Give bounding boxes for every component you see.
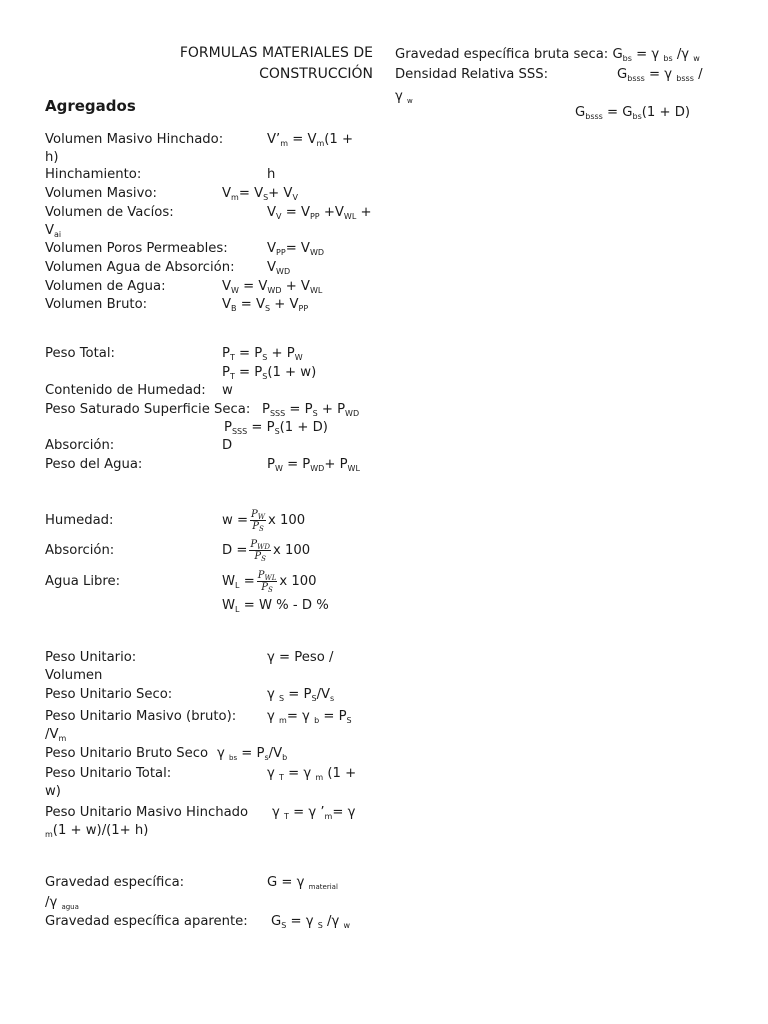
label-volumen-agua: Volumen de Agua: — [45, 279, 166, 294]
formula-agua-libre-2: $W_L = W$ % - D % — [222, 598, 329, 614]
formula-volumen-poros-permeables: $V_{PP}= V_{WD}$ — [267, 241, 325, 257]
label-peso-unitario-seco: Peso Unitario Seco: — [45, 687, 173, 702]
formula-peso-total-2: $P_T = P_S(1 + w)$ — [222, 365, 317, 381]
formula-volumen-vacios-cont: $V_{ai}$ — [45, 223, 62, 239]
formula-absorcion-ratio: D = $\frac{P_{WD}}{P_S}$ x 100 — [222, 538, 311, 563]
label-peso-agua: Peso del Agua: — [45, 457, 143, 472]
fraction-humedad: $\frac{P_W}{P_S}$ — [251, 508, 265, 533]
formula-volumen-vacios: $V_V = V_{PP} +V_{WL}$ + — [267, 205, 372, 221]
document-title-line-1: FORMULAS MATERIALES DE — [179, 45, 373, 61]
formula-peso-unitario-total-cont: w) — [45, 784, 61, 799]
formula-volumen-bruto: $V_B = V_S + V_{PP}$ — [222, 297, 309, 313]
label-volumen-masivo-hinchado: Volumen Masivo Hinchado: — [45, 132, 224, 147]
formula-peso-agua: $P_W = P_{WD}+ P_{WL}$ — [267, 457, 360, 473]
formula-humedad: w = $\frac{P_W}{P_S}$ x 100 — [222, 508, 306, 533]
label-absorcion: Absorción: — [45, 438, 115, 453]
formula-densidad-relativa-sss-cont: γ $_w$ — [395, 89, 413, 105]
label-hinchamiento: Hinchamiento: — [45, 167, 142, 182]
label-peso-saturado-superficie-seca: Peso Saturado Superficie Seca: — [45, 402, 251, 417]
label-peso-unitario-total: Peso Unitario Total: — [45, 766, 172, 781]
formula-gravedad-especifica-cont: /γ $_{agua}$ — [45, 895, 79, 911]
label-volumen-vacios: Volumen de Vacíos: — [45, 205, 174, 220]
label-gravedad-especifica-bruta-seca: Gravedad específica bruta seca: $G_{bs} = \gamma$ $_{bs}$ /γ $_w$ — [395, 47, 700, 63]
fraction-absorcion: $\frac{P_{WD}}{P_S}$ — [250, 538, 270, 563]
formula-densidad-relativa-sss: $G_{bsss} = \gamma$ $_{bsss}$ / — [617, 67, 703, 83]
label-volumen-masivo: Volumen Masivo: — [45, 186, 157, 201]
section-heading: Agregados — [45, 97, 136, 115]
formula-gbsss: $G_{bsss} = G_{bs}(1 + D)$ — [575, 105, 691, 121]
formula-gravedad-especifica: G = γ $_{material}$ — [267, 875, 338, 891]
label-volumen-agua-absorcion: Volumen Agua de Absorción: — [45, 260, 235, 275]
label-peso-total: Peso Total: — [45, 346, 115, 361]
label-peso-unitario: Peso Unitario: — [45, 650, 137, 665]
formula-peso-unitario-total: γ $_T$ = γ $_m$ (1 + — [267, 766, 357, 782]
formula-peso-unitario-bruto-seco: γ $_{bs} = P_s/V_b$ — [217, 746, 288, 762]
formula-volumen-agua-absorcion: $V_{WD}$ — [267, 260, 291, 276]
document-title-line-2: CONSTRUCCIÓN — [259, 66, 373, 82]
label-absorcion-ratio: Absorción: — [45, 543, 115, 558]
label-gravedad-especifica-aparente: Gravedad específica aparente: — [45, 914, 248, 929]
label-contenido-humedad: Contenido de Humedad: — [45, 383, 206, 398]
label-volumen-bruto: Volumen Bruto: — [45, 297, 148, 312]
formula-agua-libre-1: $W_L$ = $\frac{P_{WL}}{P_S}$ x 100 — [222, 569, 317, 594]
formula-gravedad-especifica-aparente: $G_S = \gamma$ $_S$ /γ $_w$ — [271, 914, 351, 930]
formula-hinchamiento: h — [267, 167, 276, 182]
formula-peso-unitario-cont: Volumen — [45, 668, 103, 683]
formula-peso-unitario-masivo-bruto-cont: $/V_m$ — [45, 727, 67, 743]
label-densidad-relativa-sss: Densidad Relativa SSS: — [395, 67, 549, 82]
formula-absorcion: D — [222, 438, 233, 453]
label-volumen-poros-permeables: Volumen Poros Permeables: — [45, 241, 228, 256]
formula-volumen-masivo: $V_m= V_S+ V_V$ — [222, 186, 298, 202]
formula-peso-saturado-1: $P_{SSS} = P_S + P_{WD}$ — [262, 402, 360, 418]
formula-volumen-masivo-hinchado: $V’_m = V_m(1$ + — [267, 132, 354, 148]
label-peso-unitario-masivo-bruto: Peso Unitario Masivo (bruto): — [45, 709, 237, 724]
label-peso-unitario-bruto-seco: Peso Unitario Bruto Seco — [45, 746, 209, 761]
formula-peso-unitario: γ = Peso / — [267, 650, 334, 665]
formula-peso-unitario-masivo-bruto: γ $_m$= γ $_b = P_S$ — [267, 709, 352, 725]
formula-peso-saturado-2: $P_{SSS} = P_S(1 + D)$ — [224, 420, 328, 436]
formula-volumen-masivo-hinchado-cont: h) — [45, 150, 59, 165]
formula-peso-unitario-seco: γ $_S = P_S/V_s$ — [267, 687, 335, 703]
label-peso-unitario-masivo-hinchado: Peso Unitario Masivo Hinchado — [45, 805, 249, 820]
formula-contenido-humedad: w — [222, 383, 233, 398]
formula-peso-unitario-masivo-hinchado-cont: $_m$(1 + w)/(1+ h) — [45, 823, 149, 839]
formula-peso-unitario-masivo-hinchado: γ $_T$ = γ $’_m= \gamma$ — [272, 805, 356, 821]
formula-volumen-agua: $V_W = V_{WD} + V_{WL}$ — [222, 279, 323, 295]
label-agua-libre: Agua Libre: — [45, 574, 121, 589]
fraction-agua-libre: $\frac{P_{WL}}{P_S}$ — [257, 569, 277, 594]
formula-peso-total-1: $P_T = P_S + P_W$ — [222, 346, 303, 362]
label-gravedad-especifica: Gravedad específica: — [45, 875, 185, 890]
label-humedad: Humedad: — [45, 513, 114, 528]
